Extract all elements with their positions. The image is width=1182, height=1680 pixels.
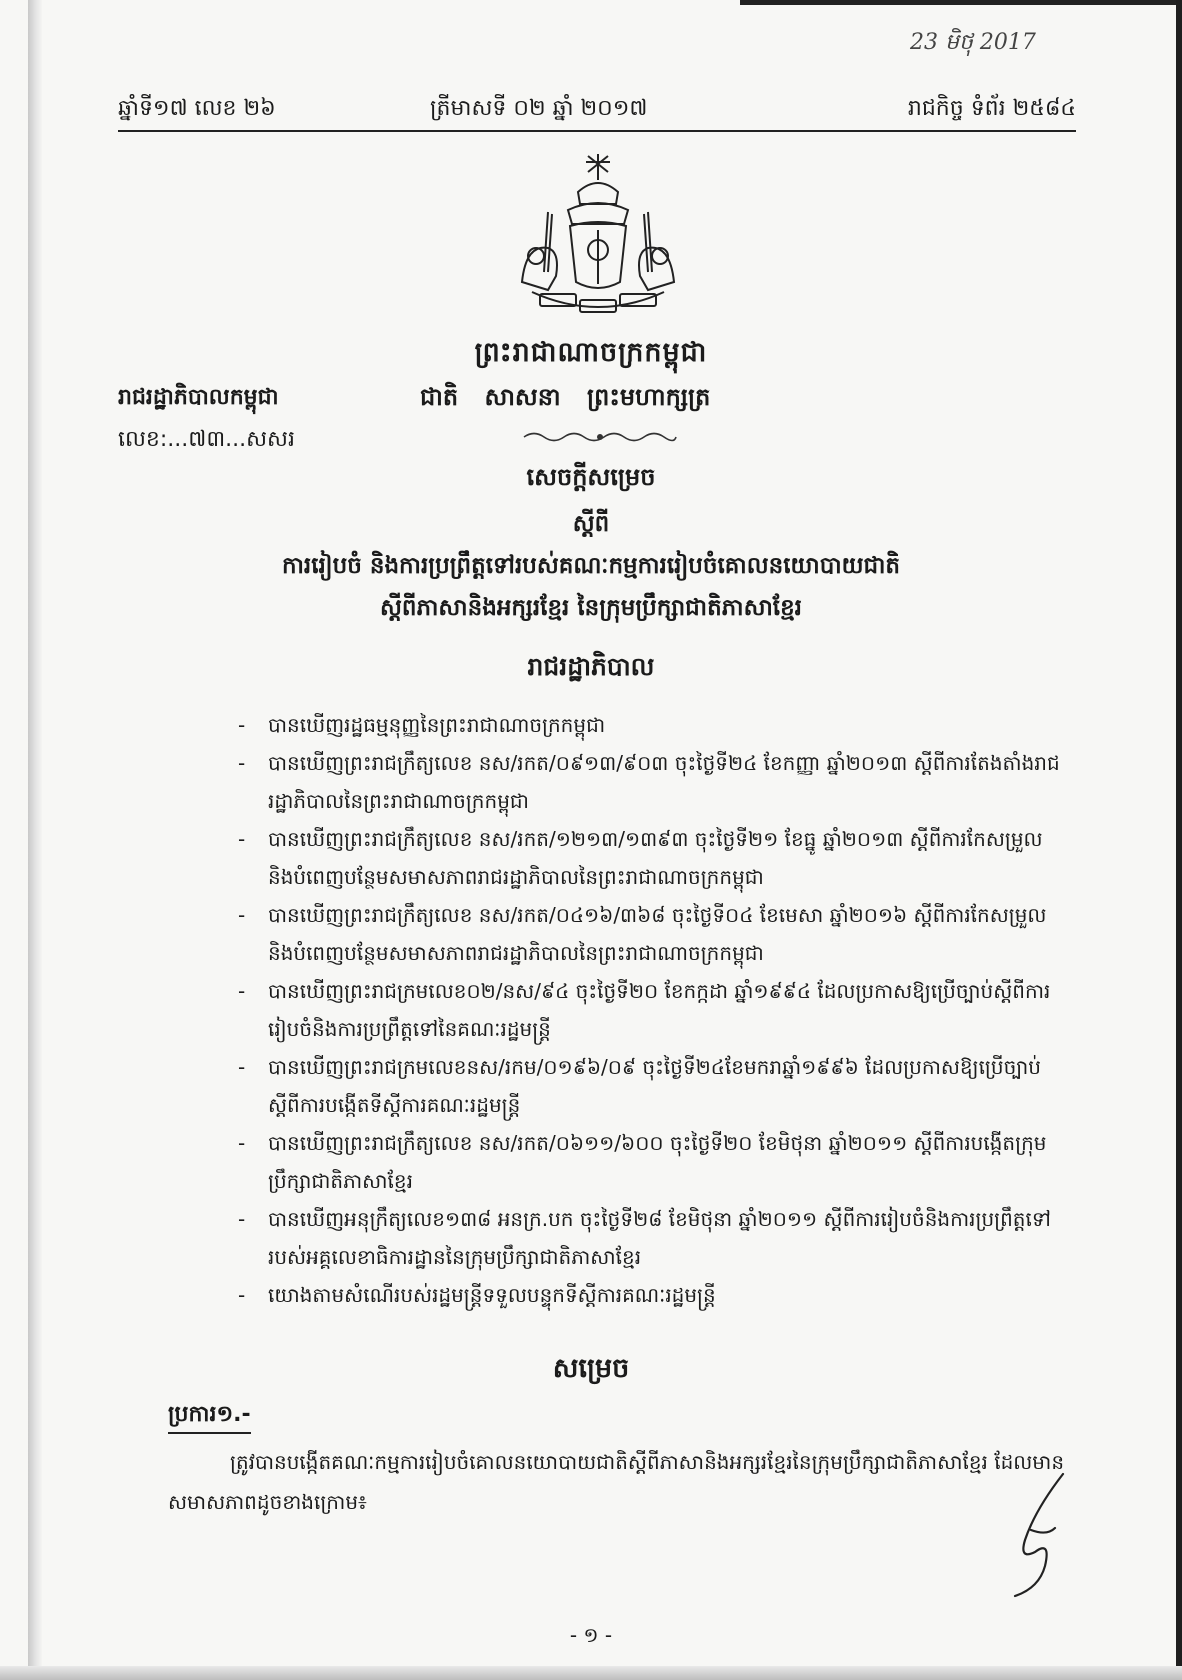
reference-number: លេខ:...៧៣...សសរ	[118, 427, 295, 452]
consideration-text: បានឃើញព្រះរាជក្រមលេខនស/រកម/០១៩៦/០៩ ចុះថ្ងៃទី២៤ខែមករាឆ្នាំ១៩៩៦ ដែលប្រកាសឱ្យប្រើច្បាប់ស្តីពីការបង្កើតទីស្តីការគណៈរដ្ឋមន្ត្រី	[268, 1055, 1041, 1117]
consideration-text: បានឃើញព្រះរាជក្រឹត្យលេខ នស/រកត/០៦១១/៦០០ ចុះថ្ងៃទី២០ ខែមិថុនា ឆ្នាំ២០១១ ស្តីពីការបង្កើតក្រុមប្រឹក្សាជាតិភាសាខ្មែរ	[268, 1131, 1047, 1193]
article-label: ប្រការ១.-	[168, 1400, 251, 1434]
header-year-issue: ឆ្នាំទី១៧ លេខ ២៦	[118, 96, 276, 121]
header-period: ត្រីមាសទី ០២ ឆ្នាំ ២០១៧	[430, 96, 648, 121]
header-gazette-page: រាជកិច្ច ទំព័រ ២៥៨៤	[907, 96, 1076, 121]
scan-edge-top	[740, 0, 1182, 5]
subject-line-2: ស្តីពីភាសានិងអក្សរខ្មែរ នៃក្រុមប្រឹក្សាជាតិភាសាខ្មែរ	[380, 595, 802, 621]
list-item: - បានឃើញព្រះរាជក្រមលេខ០២/នស/៩៤ ចុះថ្ងៃទី២០ ខែកក្កដា ឆ្នាំ១៩៩៤ ដែលប្រកាសឱ្យប្រើច្បាប់ស្តីពីការរៀបចំនិងការប្រព្រឹត្តទៅនៃគណៈរដ្ឋមន្ត្រី	[238, 979, 1051, 1041]
list-item: - បានឃើញព្រះរាជក្រឹត្យលេខ នស/រកត/១២១៣/១៣៩៣ ចុះថ្ងៃទី២១ ខែធ្នូ ឆ្នាំ២០១៣ ស្តីពីការកែសម្រួល និងបំពេញបន្ថែមសមាសភាពរាជរដ្ឋាភិបាលនៃព្រះរាជាណាចក្រកម្ពុជា	[238, 827, 1043, 889]
list-item: - បានឃើញព្រះរាជក្រឹត្យលេខ នស/រកត/០៦១១/៦០០ ចុះថ្ងៃទី២០ ខែមិថុនា ឆ្នាំ២០១១ ស្តីពីការបង្កើតក្រុមប្រឹក្សាជាតិភាសាខ្មែរ	[238, 1131, 1047, 1193]
decision-title: សេចក្តីសម្រេច	[526, 463, 656, 491]
list-item: - បានឃើញព្រះរាជក្រឹត្យលេខ នស/រកត/០៤១៦/៣៦៨ ចុះថ្ងៃទី០៤ ខែមេសា ឆ្នាំ២០១៦ ស្តីពីការកែសម្រួល និងបំពេញបន្ថែមសមាសភាពរាជរដ្ឋាភិបាលនៃព្រះរាជាណាចក្រកម្ពុជា	[238, 903, 1047, 965]
kingdom-title: ព្រះរាជាណាចក្រកម្ពុជា	[474, 337, 708, 368]
government-heading: រាជរដ្ឋាភិបាល	[527, 652, 655, 681]
page-number: - ១ -	[569, 1623, 613, 1647]
national-motto: ជាតិ សាសនា ព្រះមហាក្សត្រ	[420, 383, 711, 411]
consideration-text: យោងតាមសំណើរបស់រដ្ឋមន្ត្រីទទួលបន្ទុកទីស្តីការគណៈរដ្ឋមន្ត្រី	[268, 1283, 716, 1307]
consideration-text: បានឃើញព្រះរាជក្រមលេខ០២/នស/៩៤ ចុះថ្ងៃទី២០ ខែកក្កដា ឆ្នាំ១៩៩៤ ដែលប្រកាសឱ្យប្រើច្បាប់ស្តីពីការរៀបចំនិងការប្រព្រឹត្តទៅនៃគណៈរដ្ឋមន្ត្រី	[268, 979, 1051, 1041]
scan-edge-bottom	[0, 1666, 1182, 1680]
consideration-text: បានឃើញព្រះរាជក្រឹត្យលេខ នស/រកត/០៤១៦/៣៦៨ ចុះថ្ងៃទី០៤ ខែមេសា ឆ្នាំ២០១៦ ស្តីពីការកែសម្រួល និងបំពេញបន្ថែមសមាសភាពរាជរដ្ឋាភិបាលនៃព្រះរាជាណាចក្រកម្ពុជា	[268, 903, 1047, 965]
scan-edge-right	[1176, 0, 1182, 1680]
list-item: - បានឃើញព្រះរាជក្រមលេខនស/រកម/០១៩៦/០៩ ចុះថ្ងៃទី២៤ខែមករាឆ្នាំ១៩៩៦ ដែលប្រកាសឱ្យប្រើច្បាប់ស្តីពីការបង្កើតទីស្តីការគណៈរដ្ឋមន្ត្រី	[238, 1055, 1041, 1117]
list-item: - បានឃើញព្រះរាជក្រឹត្យលេខ នស/រកត/០៩១៣/៩០៣ ចុះថ្ងៃទី២៤ ខែកញ្ញា ឆ្នាំ២០១៣ ស្តីពីការតែងតាំងរាជរដ្ឋាភិបាលនៃព្រះរាជាណាចក្រកម្ពុជា	[238, 751, 1060, 813]
about-label: ស្តីពី	[572, 511, 610, 537]
article-text: ត្រូវបានបង្កើតគណៈកម្មការរៀបចំគោលនយោបាយជាតិស្តីពីភាសានិងអក្សរខ្មែរនៃក្រុមប្រឹក្សាជាតិភាសាខ្មែរ ដែលមានសមាសភាពដូចខាងក្រោម៖	[168, 1450, 1065, 1514]
consideration-text: បានឃើញរដ្ឋធម្មនុញ្ញនៃព្រះរាជាណាចក្រកម្ពុជា	[268, 713, 606, 737]
subject-line-1: ការរៀបចំ និងការប្រព្រឹត្តទៅរបស់គណៈកម្មការរៀបចំគោលនយោបាយជាតិ	[282, 553, 900, 579]
handwritten-date: 23 មិថុ 2017	[910, 30, 1036, 55]
ornamental-divider-icon	[520, 430, 680, 444]
considerations-list	[238, 706, 1070, 1314]
gazette-header	[118, 92, 1076, 132]
handwritten-signature	[995, 1470, 1075, 1600]
list-item: - បានឃើញរដ្ឋធម្មនុញ្ញនៃព្រះរាជាណាចក្រកម្ពុជា	[238, 713, 606, 737]
royal-coat-of-arms-emblem	[508, 152, 688, 324]
issuer-name: រាជរដ្ឋាភិបាលកម្ពុជា	[118, 385, 279, 410]
list-item: - យោងតាមសំណើរបស់រដ្ឋមន្ត្រីទទួលបន្ទុកទីស្តីការគណៈរដ្ឋមន្ត្រី	[238, 1283, 716, 1307]
decides-heading: សម្រេច	[552, 1353, 630, 1384]
list-item: - បានឃើញអនុក្រឹត្យលេខ១៣៨ អនក្រ.បក ចុះថ្ងៃទី២៨ ខែមិថុនា ឆ្នាំ២០១១ ស្តីពីការរៀបចំនិងការប្រព្រឹត្តទៅរបស់អគ្គលេខាធិការដ្ឋាននៃក្រុមប្រឹក្សាជាតិភាសាខ្មែរ	[238, 1207, 1051, 1269]
consideration-text: បានឃើញព្រះរាជក្រឹត្យលេខ នស/រកត/១២១៣/១៣៩៣ ចុះថ្ងៃទី២១ ខែធ្នូ ឆ្នាំ២០១៣ ស្តីពីការកែសម្រួល និងបំពេញបន្ថែមសមាសភាពរាជរដ្ឋាភិបាលនៃព្រះរាជាណាចក្រកម្ពុជា	[268, 827, 1043, 889]
consideration-text: បានឃើញព្រះរាជក្រឹត្យលេខ នស/រកត/០៩១៣/៩០៣ ចុះថ្ងៃទី២៤ ខែកញ្ញា ឆ្នាំ២០១៣ ស្តីពីការតែងតាំងរាជរដ្ឋាភិបាលនៃព្រះរាជាណាចក្រកម្ពុជា	[268, 751, 1060, 813]
scan-shadow-left	[28, 0, 42, 1680]
consideration-text: បានឃើញអនុក្រឹត្យលេខ១៣៨ អនក្រ.បក ចុះថ្ងៃទី២៨ ខែមិថុនា ឆ្នាំ២០១១ ស្តីពីការរៀបចំនិងការប្រព្រឹត្តទៅរបស់អគ្គលេខាធិការដ្ឋាននៃក្រុមប្រឹក្សាជាតិភាសាខ្មែរ	[268, 1207, 1051, 1269]
